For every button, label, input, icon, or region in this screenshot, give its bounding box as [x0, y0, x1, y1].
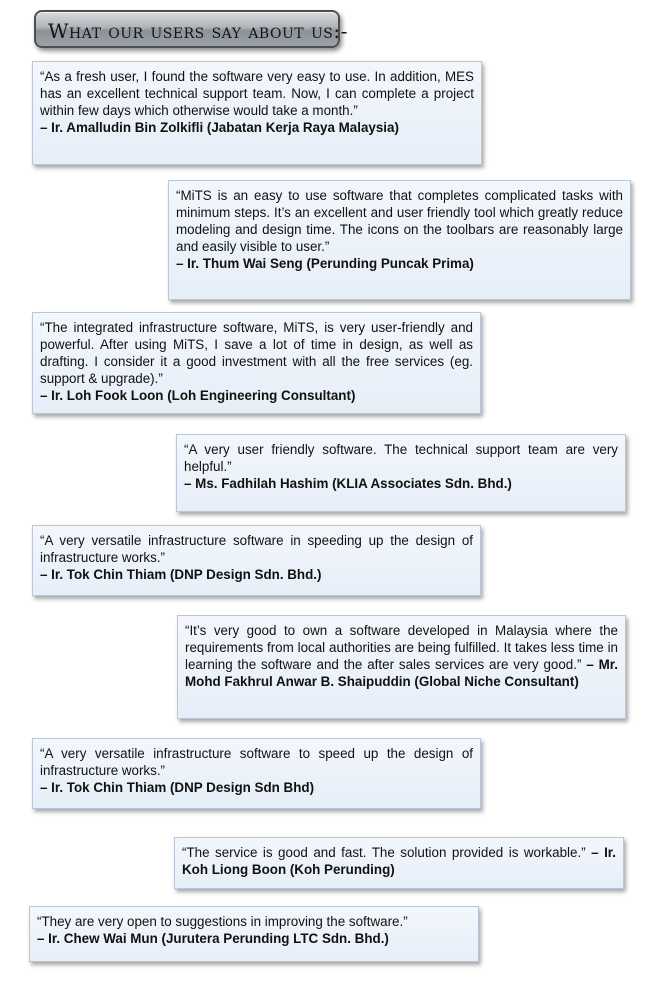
testimonial-quote: “A very versatile infrastructure software to speed up the design of infrastructure works.” [40, 746, 473, 778]
testimonial-author: – Ir. Thum Wai Seng (Perunding Puncak Prima) [176, 256, 474, 271]
testimonial-quote [185, 622, 618, 690]
section-header [34, 10, 348, 48]
testimonial-author: – Ir. Tok Chin Thiam (DNP Design Sdn. Bhd.) [40, 567, 322, 582]
testimonial-author: – Ir. Tok Chin Thiam (DNP Design Sdn Bhd) [40, 780, 315, 795]
testimonial-card [32, 312, 481, 414]
testimonial-quote: “The integrated infrastructure software, MiTS, is very user-friendly and powerful. After using MiTS, I save a lot of time in design, as well as drafting. I consider it a good investment with all the free services (eg. support & upgrade).” [40, 320, 473, 386]
testimonial-author: – Ms. Fadhilah Hashim (KLIA Associates Sdn. Bhd.) [184, 476, 512, 491]
testimonial-quote: “A very user friendly software. The technical support team are very helpful.” [184, 442, 618, 474]
testimonial-card [32, 525, 481, 596]
testimonial-quote: “A very versatile infrastructure software in speeding up the design of infrastructure works.” [40, 533, 473, 565]
testimonial-quote: “MiTS is an easy to use software that completes complicated tasks with minimum steps. It’s an excellent and user friendly tool which greatly reduce modeling and design time. The icons on the toolbars are reasonably large and easily visible to user.” [176, 188, 623, 254]
testimonial-author: – Mr. Mohd Fakhrul Anwar B. Shaipuddin (Global Niche Consultant) [185, 657, 619, 689]
testimonial-quote: “They are very open to suggestions in improving the software.” [37, 914, 408, 929]
testimonial-card [32, 61, 482, 165]
testimonial-card [176, 434, 626, 512]
section-title: What our users say about us:- [48, 19, 348, 43]
testimonial-card [168, 180, 631, 300]
testimonial-quote [182, 844, 616, 878]
testimonial-quote-text: “The service is good and fast. The solution provided is workable.” [182, 845, 586, 860]
testimonial-card [29, 906, 479, 962]
testimonial-card [177, 615, 626, 719]
testimonial-quote: “As a fresh user, I found the software very easy to use. In addition, MES has an excellent technical support team. Now, I can complete a project within few days which otherwise would take a month.” [40, 69, 474, 118]
testimonial-author: – Ir. Amalludin Bin Zolkifli (Jabatan Kerja Raya Malaysia) [40, 120, 399, 135]
testimonial-author: – Ir. Loh Fook Loon (Loh Engineering Consultant) [40, 388, 356, 403]
testimonial-author: – Ir. Koh Liong Boon (Koh Perunding) [182, 845, 616, 877]
testimonial-card [174, 837, 624, 889]
testimonial-card [32, 738, 481, 809]
testimonial-author: – Ir. Chew Wai Mun (Jurutera Perunding LTC Sdn. Bhd.) [37, 931, 389, 946]
testimonial-quote-text: “It’s very good to own a software developed in Malaysia where the requirements from local authorities are being fulfilled. It takes less time in learning the software and the after sales services are very good.” [185, 623, 618, 672]
